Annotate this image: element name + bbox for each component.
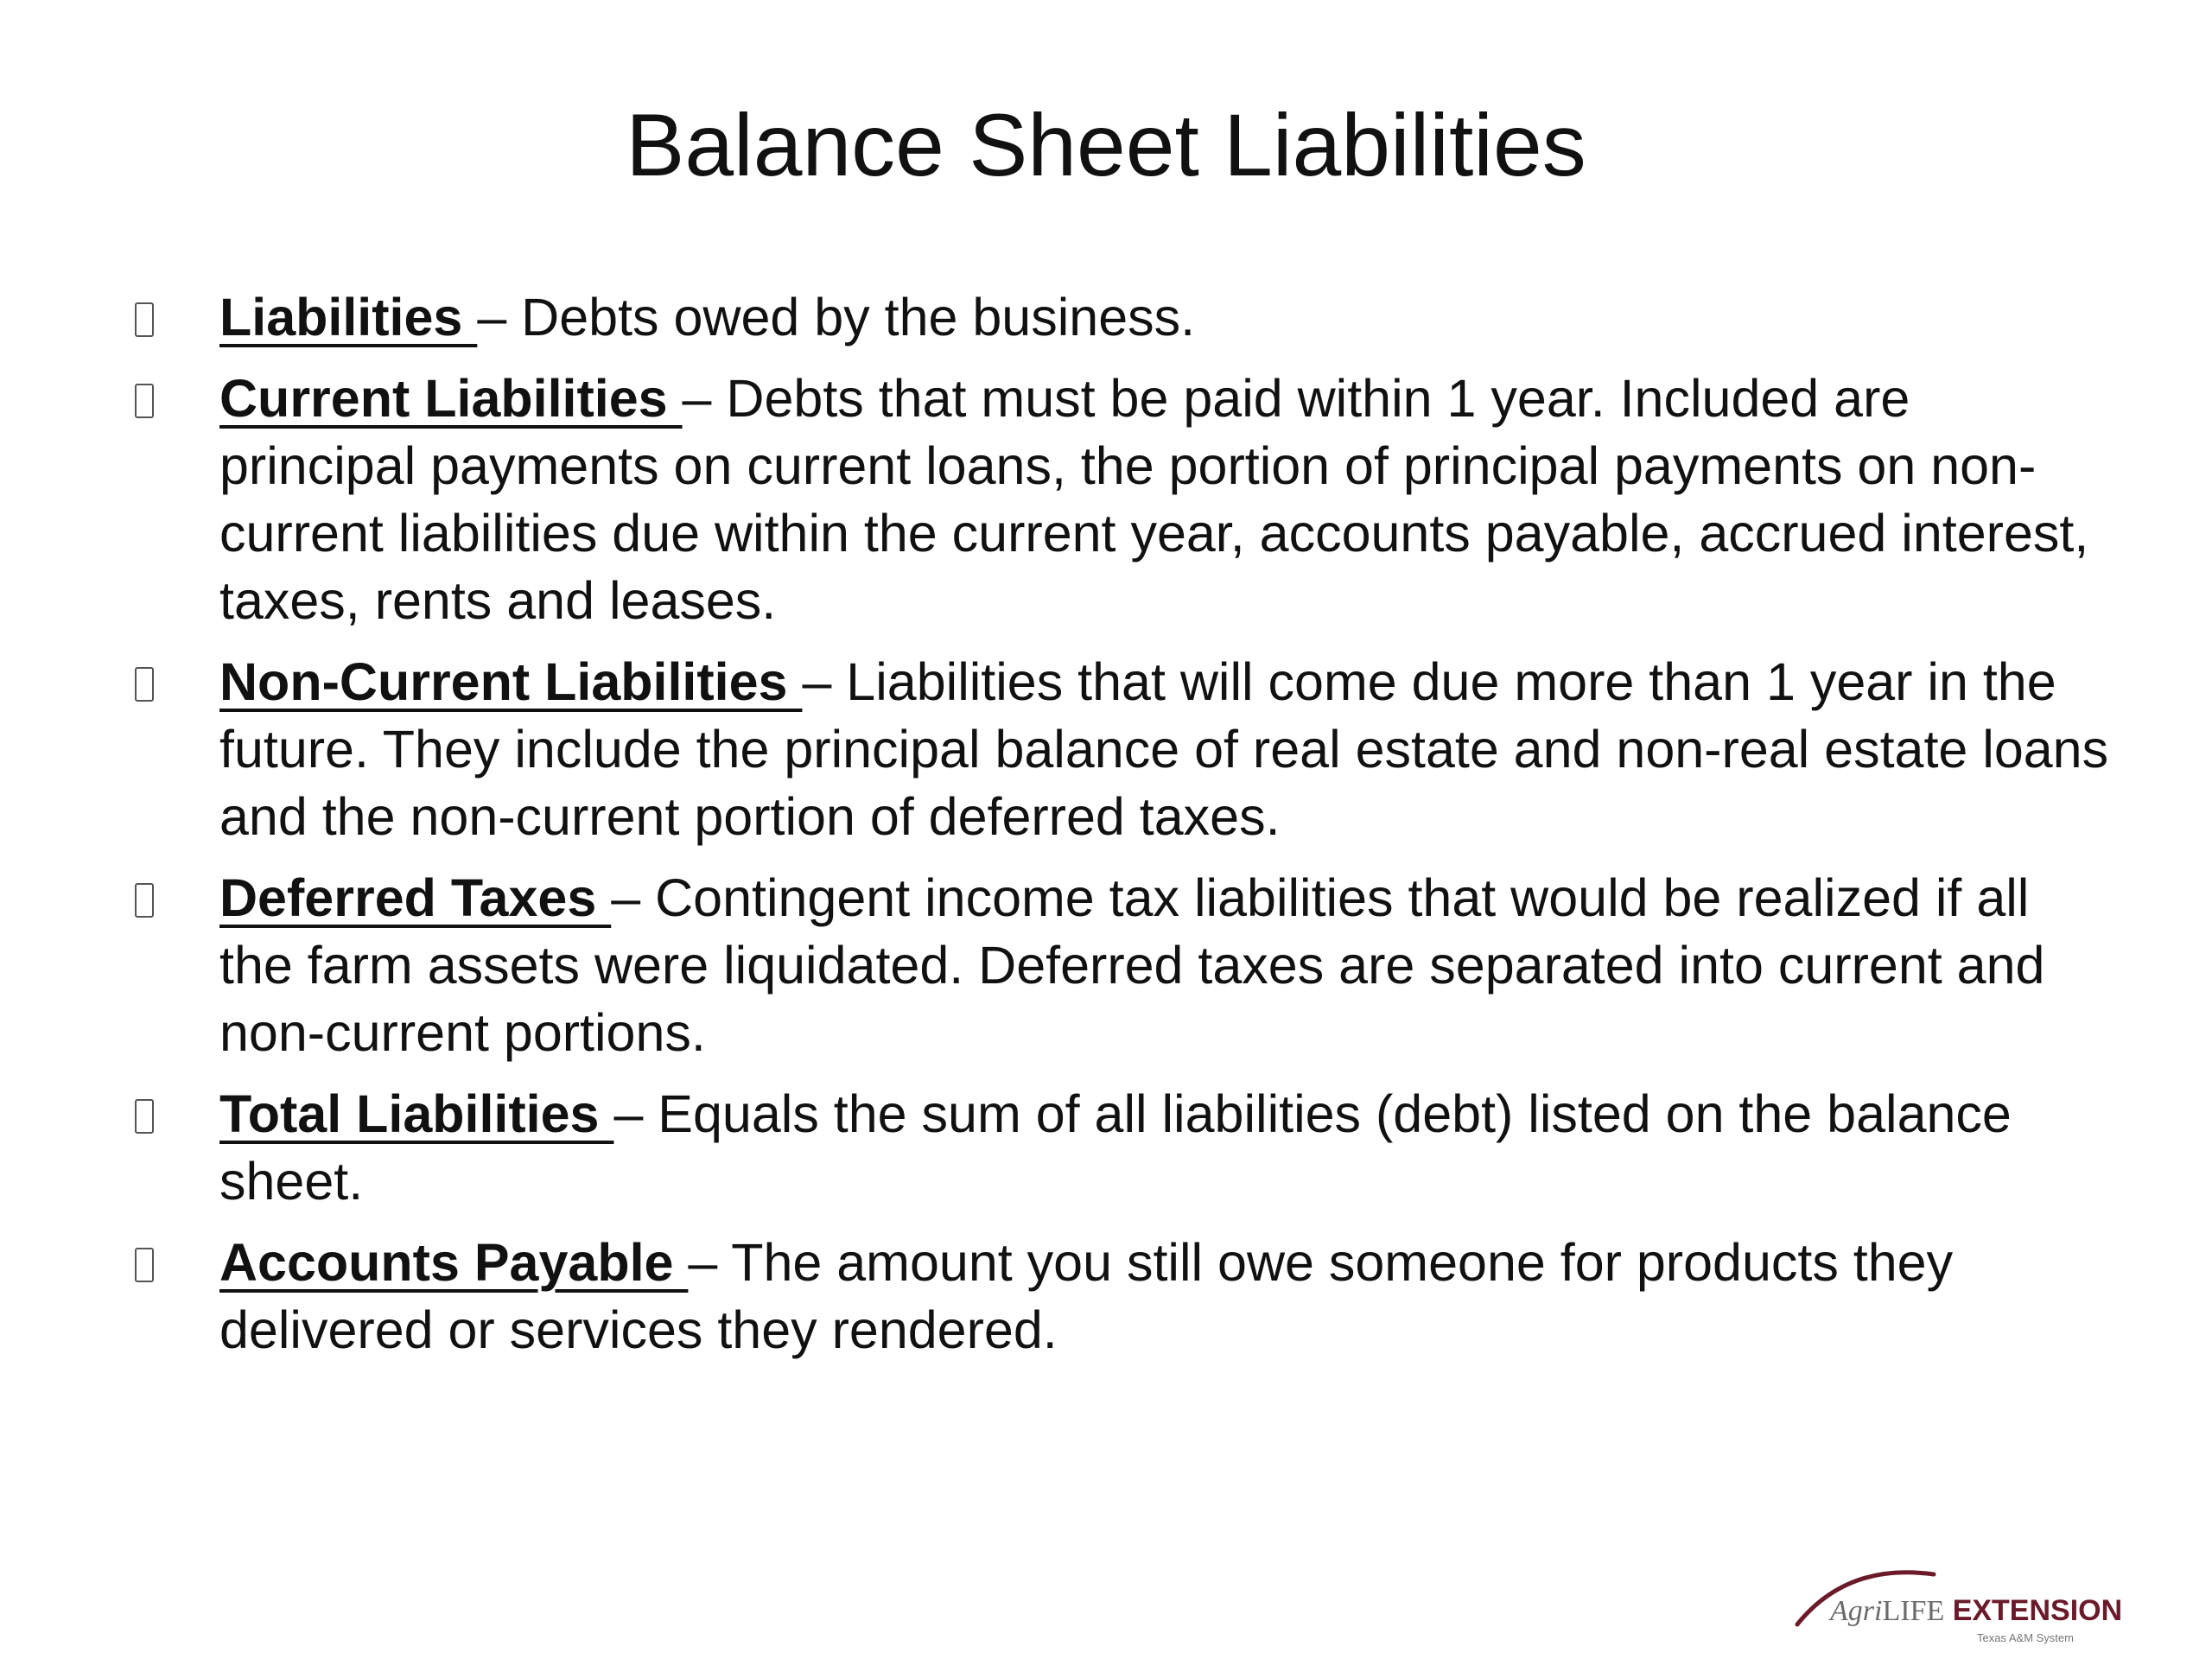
bullet-item [130, 1080, 2117, 1215]
bullet-definition: – Debts owed by the business. [477, 288, 1196, 346]
bullet-item [130, 864, 2117, 1066]
bullet-term: Accounts Payable [219, 1233, 689, 1292]
bullet-box-icon [135, 883, 154, 918]
bullet-item [130, 1229, 2117, 1363]
bullet-item [130, 283, 2117, 351]
bullet-term: Non-Current Liabilities [219, 652, 803, 711]
slide-title: Balance Sheet Liabilities [626, 96, 1586, 194]
bullet-list [130, 283, 2117, 1377]
bullet-box-icon [135, 302, 154, 337]
logo-extension-text: EXTENSION [1952, 1594, 2123, 1627]
bullet-definition: – Contingent income tax liabilities that would be realized if all the farm assets were liquidated. Deferred taxes are separated into current and non-current portions. [219, 868, 2045, 1062]
bullet-item [130, 648, 2117, 850]
bullet-box-icon [135, 1099, 154, 1134]
bullet-definition: – The amount you still owe someone for products they delivered or services they rendered. [219, 1233, 1954, 1359]
logo-life-text: LIFE [1882, 1595, 1945, 1627]
bullet-term: Current Liabilities [219, 369, 683, 428]
bullet-box-icon [135, 1248, 154, 1282]
bullet-item [130, 365, 2117, 634]
logo-wordmark [1830, 1593, 2122, 1629]
bullet-definition: – Equals the sum of all liabilities (debt) listed on the balance sheet. [219, 1084, 2012, 1211]
bullet-term: Total Liabilities [219, 1084, 614, 1143]
logo-subtitle: Texas A&M System [1977, 1631, 2074, 1644]
bullet-box-icon [135, 667, 154, 702]
agrilife-extension-logo [1787, 1555, 2123, 1650]
bullet-box-icon [135, 384, 154, 418]
bullet-term: Liabilities [219, 288, 478, 346]
bullet-term: Deferred Taxes [219, 868, 612, 927]
logo-agri-text: Agri [1830, 1595, 1883, 1627]
bullet-definition: – Debts that must be paid within 1 year. Included are principal payments on current loans, the portion of principal payments on non-current liabilities due within the current year, accounts payable, accrued interest, taxes, rents and leases. [219, 369, 2089, 630]
bullet-definition: – Liabilities that will come due more than 1 year in the future. They include the principal balance of real estate and non-real estate loans and the non-current portion of deferred taxes. [219, 652, 2109, 846]
